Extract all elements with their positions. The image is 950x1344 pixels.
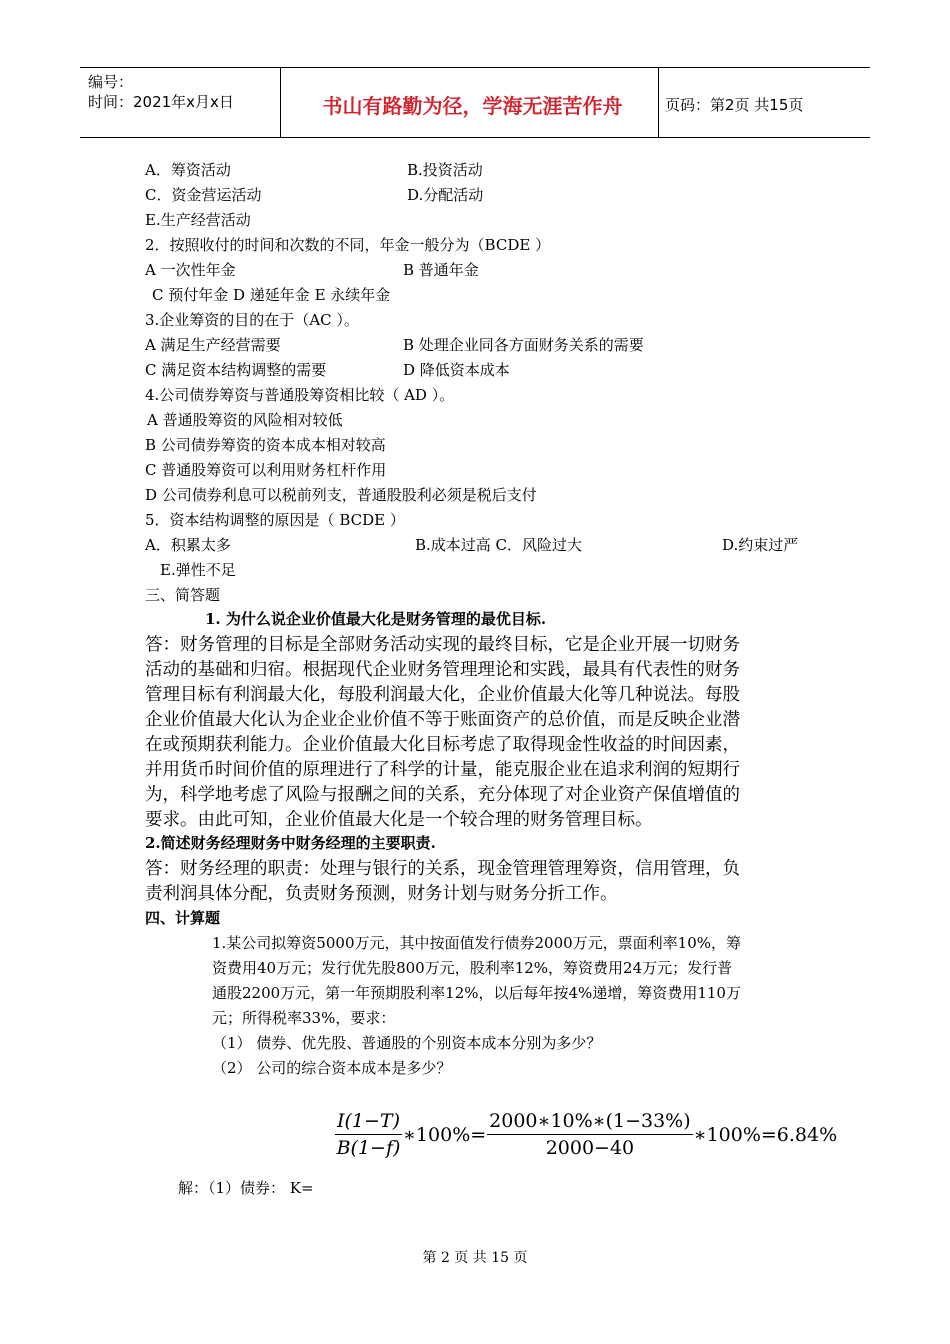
- question-3-option-c: C 满足资本结构调整的需要: [145, 361, 327, 379]
- section-3-title: 三、简答题: [145, 586, 221, 604]
- answer-line: 企业价值最大化认为企业企业价值不等于账面资产的总价值，而是反映企业潜: [145, 710, 740, 730]
- question-5-option-a: A．积累太多: [145, 536, 231, 554]
- doc-time-label: 时间：2021年x月x日: [88, 93, 234, 111]
- bond-cost-formula: [335, 1108, 838, 1170]
- formula-fraction-values: [487, 1108, 692, 1161]
- answer-line: 活动的基础和归宿。根据现代企业财务管理理论和实践，最具有代表性的财务: [145, 660, 740, 680]
- question-2-option-a: A 一次性年金: [145, 261, 236, 279]
- option-e: E.生产经营活动: [145, 211, 251, 229]
- answer-line: 并用货币时间价值的原理进行了科学的计量，能克服企业在追求利润的短期行: [145, 760, 740, 780]
- answer-line: 管理目标有利润最大化，每股利润最大化，企业价值最大化等几种说法。每股: [145, 685, 740, 705]
- page-header: [80, 67, 870, 138]
- section-3-question-1: 1. 为什么说企业价值最大化是财务管理的最优目标.: [205, 610, 547, 628]
- formula-numerator: I(1−T): [335, 1108, 402, 1135]
- requirement-2: （2） 公司的综合资本成本是多少？: [212, 1059, 452, 1077]
- question-5-stem: 5．资本结构调整的原因是（ BCDE ）: [145, 511, 405, 529]
- section-3-answer-2: [145, 857, 807, 907]
- answer-line: 为，科学地考虑了风险与报酬之间的关系，充分体现了对企业资产保值增值的: [145, 785, 740, 805]
- section-3-question-2: 2.简述财务经理财务中财务经理的主要职责.: [145, 834, 436, 852]
- question-4-stem: 4.公司债券筹资与普通股筹资相比较（ AD ）。: [145, 386, 455, 404]
- problem-line: 1.某公司拟筹资5000万元，其中按面值发行债券2000万元，票面利率10%，筹: [212, 934, 742, 952]
- question-3-option-a: A 满足生产经营需要: [145, 336, 281, 354]
- question-4-option-d: D 公司债券利息可以税前列支，普通股股利必须是税后支付: [145, 486, 537, 504]
- answer-line: 答：财务管理的目标是全部财务活动实现的最终目标，它是企业开展一切财务: [145, 635, 740, 655]
- question-2-stem: 2．按照收付的时间和次数的不同，年金一般分为（BCDE ）: [145, 236, 551, 254]
- header-divider-right: [658, 68, 659, 137]
- formula-denominator: B(1−f): [336, 1137, 401, 1159]
- option-d: D.分配活动: [407, 186, 484, 204]
- formula-denominator: 2000−40: [545, 1137, 635, 1159]
- question-4-option-a: A 普通股筹资的风险相对较低: [147, 411, 343, 429]
- question-2-options-cde: C 预付年金 D 递延年金 E 永续年金: [152, 286, 391, 304]
- question-3-option-d: D 降低资本成本: [403, 361, 510, 379]
- question-4-option-c: C 普通股筹资可以利用财务杠杆作用: [145, 461, 387, 479]
- formula-numerator: 2000∗10%∗(1−33%): [487, 1108, 692, 1135]
- question-3-stem: 3.企业筹资的目的在于（AC ）。: [145, 311, 359, 329]
- option-a: A．筹资活动: [145, 161, 231, 179]
- header-meta: [88, 72, 234, 112]
- formula-operator: ∗100%=: [403, 1123, 487, 1146]
- question-4-option-b: B 公司债券筹资的资本成本相对较高: [145, 436, 386, 454]
- doc-number-label: 编号：: [88, 73, 134, 91]
- solution-line: 解：（1）债券： K=: [178, 1179, 314, 1197]
- question-3-option-b: B 处理企业同各方面财务关系的需要: [403, 336, 644, 354]
- problem-line: 元；所得税率33%，要求：: [212, 1009, 396, 1027]
- question-5-option-d: D.约束过严: [722, 536, 799, 554]
- option-b: B.投资活动: [407, 161, 483, 179]
- answer-line: 答：财务经理的职责：处理与银行的关系，现金管理管理筹资，信用管理，负: [145, 859, 740, 879]
- problem-line: 资费用40万元；发行优先股800万元，股利率12%，筹资费用24万元；发行普: [212, 959, 733, 977]
- section-3-answer-1: [145, 633, 807, 833]
- answer-line: 责利润具体分配，负责财务预测，财务计划与财务分折工作。: [145, 884, 618, 904]
- page-footer: 第 2 页 共 15 页: [422, 1250, 528, 1266]
- question-5-option-e: E.弹性不足: [160, 561, 236, 579]
- question-5-option-bc: B.成本过高 C．风险过大: [415, 536, 583, 554]
- formula-result: ∗100%=6.84%: [693, 1123, 838, 1146]
- header-page-info: 页码：第2页 共15页: [665, 96, 804, 114]
- section-4-title: 四、计算题: [145, 909, 221, 927]
- header-motto: 书山有路勤为径，学海无涯苦作舟: [322, 94, 623, 118]
- question-2-option-b: B 普通年金: [403, 261, 479, 279]
- problem-line: 通股2200万元，第一年预期股利率12%，以后每年按4%递增，筹资费用110万: [212, 984, 741, 1002]
- header-divider-left: [280, 68, 281, 137]
- formula-fraction-general: [335, 1108, 402, 1161]
- answer-line: 要求。由此可知，企业价值最大化是一个较合理的财务管理目标。: [145, 810, 653, 830]
- requirement-1: （1） 债券、优先股、普通股的个别资本成本分别为多少？: [212, 1034, 602, 1052]
- answer-line: 在或预期获利能力。企业价值最大化目标考虑了取得现金性收益的时间因素，: [145, 735, 740, 755]
- option-c: C．资金营运活动: [145, 186, 262, 204]
